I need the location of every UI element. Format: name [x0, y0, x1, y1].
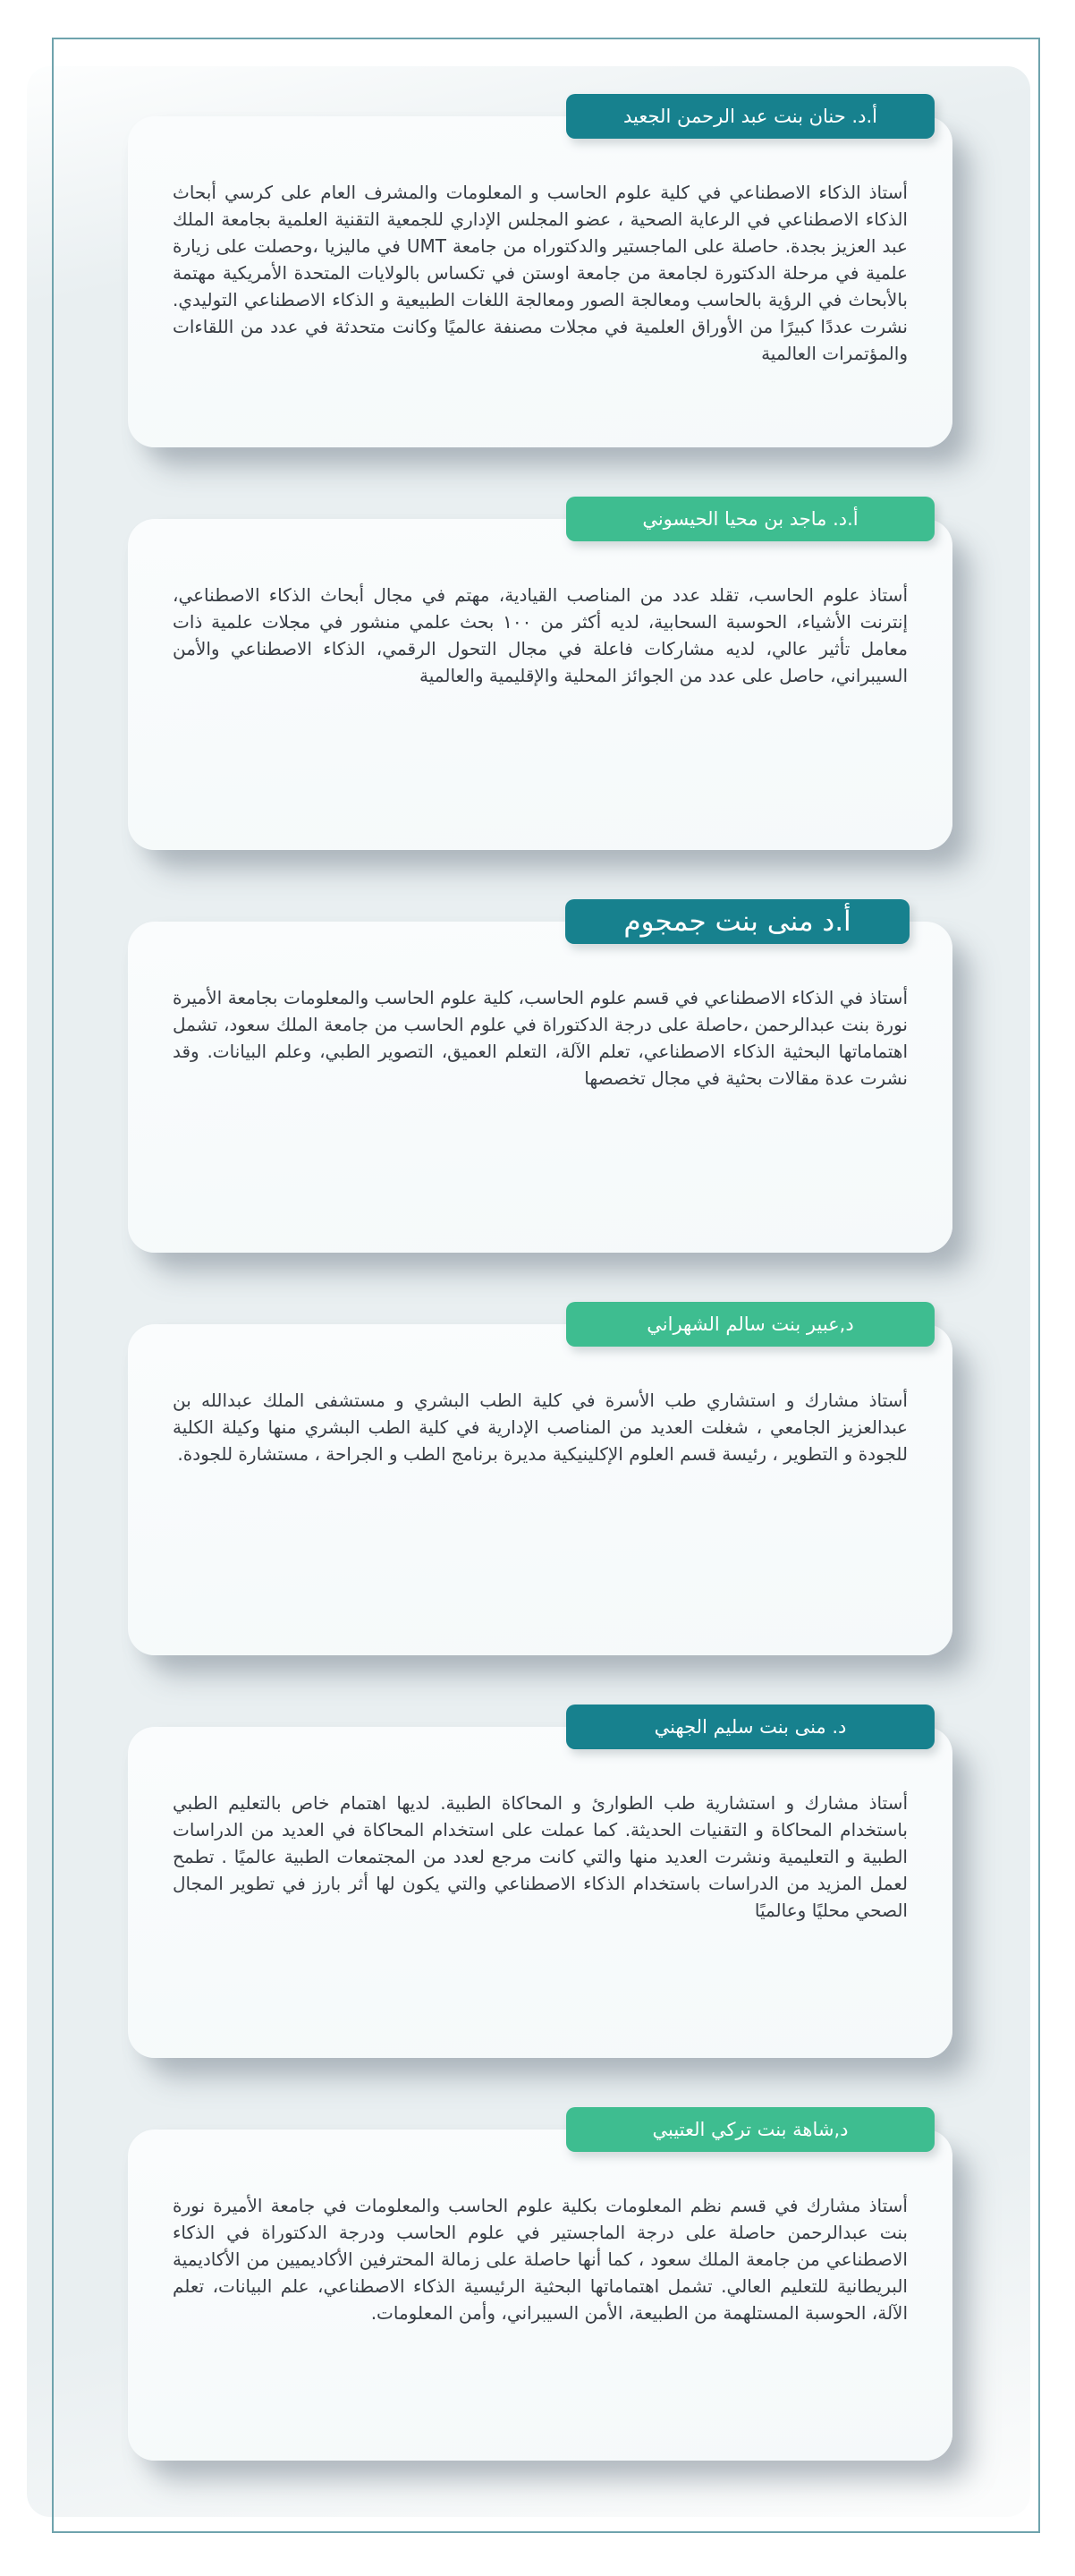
- bio-card: [128, 116, 952, 447]
- bio-card: [128, 2130, 952, 2461]
- name-badge: أ.د منى بنت جمجوم: [565, 899, 910, 944]
- bio-card: [128, 922, 952, 1253]
- bio-text: أستاذ مشارك و استشاري طب الأسرة في كلية الطب البشري و مستشفى الملك عبدالله بن عبدالعزيز الجامعي ، شغلت العديد من المناصب الإدارية في كلية الطب البشري منها وكيلة الكلية للجودة و التطوير ، رئيسة قسم العلوم الإكلينيكية مديرة برنامج الطب و الجراحة ، مستشارة للجودة.: [173, 1390, 908, 1465]
- bio-card: [128, 519, 952, 850]
- profile-card-hanan-aljuaid: [128, 94, 952, 447]
- profiles-list: [128, 94, 952, 2510]
- name-badge: د,شاهة بنت تركي العتيبي: [566, 2107, 935, 2152]
- profile-card-abeer-alshahrani: [128, 1302, 952, 1655]
- bio-text: أستاذ في الذكاء الاصطناعي في قسم علوم الحاسب، كلية علوم الحاسب والمعلومات بجامعة الأميرة نورة بنت عبدالرحمن ،حاصلة على درجة الدكتوراة في علوم الحاسب من جامعة الملك سعود، تشمل اهتماماتها البحثية الذكاء الاصطناعي، تعلم الآلة، التعلم العميق، التصوير الطبي، وعلم البيانات. وقد نشرت عدة مقالات بحثية في مجال تخصصها: [173, 987, 908, 1089]
- bio-text: أستاذ علوم الحاسب، تقلد عدد من المناصب القيادية، مهتم في مجال أبحاث الذكاء الاصطناعي، إنترنت الأشياء، الحوسبة السحابية، لديه أكثر من ١٠٠ بحث علمي منشور في مجلات علمية ذات معامل تأثير عالي، لديه مشاركات فاعلة في مجال التحول الرقمي، الذكاء الاصطناعي والأمن السيبراني، حاصل على عدد من الجوائز المحلية والإقليمية والعالمية: [173, 584, 909, 686]
- bio-text: أستاذ مشارك في قسم نظم المعلومات بكلية علوم الحاسب والمعلومات في جامعة الأميرة نورة بنت عبدالرحمن حاصلة على درجة الماجستير في علوم الحاسب ودرجة الدكتوراة في الذكاء الاصطناعي من جامعة الملك سعود ، كما أنها حاصلة على زمالة المحترفين الأكاديميين من الأكاديمية البريطانية للتعليم العالي. تشمل اهتماماتها البحثية الرئيسية الذكاء الاصطناعي، علم البيانات، تعلم الآلة، الحوسبة المستلهمة من الطبيعة، الأمن السيبراني، وأمن المعلومات.: [173, 2195, 908, 2324]
- name-badge: د,عبير بنت سالم الشهراني: [566, 1302, 935, 1347]
- profile-card-mona-aljuhani: [128, 1705, 952, 2058]
- name-badge: د. منى بنت سليم الجهني: [566, 1705, 935, 1749]
- bio-text: أستاذ الذكاء الاصطناعي في كلية علوم الحاسب و المعلومات والمشرف العام على كرسي أبحاث الذكاء الاصطناعي في الرعاية الصحية ، عضو المجلس الإداري للجمعية التقنية العلمية بجامعة الملك عبد العزيز بجدة. حاصلة على الماجستير والدكتوراه من جامعة UMT في ماليزيا ،وحصلت على زيارة علمية في مرحلة الدكتورة لجامعة من جامعة اوستن في تكساس بالولايات المتحدة الأمريكية مهتمة بالأبحاث في الرؤية بالحاسب ومعالجة الصور ومعالجة اللغات الطبيعية و الذكاء الاصطناعي التوليدي. نشرت عددًا كبيرًا من الأوراق العلمية في مجلات مصنفة عالميًا وكانت متحدثة في عدد من اللقاءات والمؤتمرات العالمية: [173, 182, 908, 364]
- bio-card: [128, 1324, 952, 1655]
- profile-card-mona-jamjoom: [128, 899, 952, 1253]
- name-badge: أ.د. ماجد بن محيا الحيسوني: [566, 497, 935, 541]
- name-badge: أ.د. حنان بنت عبد الرحمن الجعيد: [566, 94, 935, 139]
- bio-text: أستاذ مشارك و استشارية طب الطوارئ و المحاكاة الطبية. لديها اهتمام خاص بالتعليم الطبي باستخدام المحاكاة و التقنيات الحديثة. كما عملت على استخدام المحاكاة في العديد من الدراسات الطبية و التعليمية ونشرت العديد منها والتي كانت مرجع لعدد من المجتمعات الطبية عالميًا . تطمح لعمل المزيد من الدراسات باستخدام الذكاء الاصطناعي والتي يكون لها أثر بارز في تطوير المجال الصحي محليًا وعالميًا: [173, 1792, 908, 1921]
- profile-card-majed-alhaisoni: [128, 497, 952, 850]
- bio-card: [128, 1727, 952, 2058]
- profile-card-shaha-alotaibi: [128, 2107, 952, 2461]
